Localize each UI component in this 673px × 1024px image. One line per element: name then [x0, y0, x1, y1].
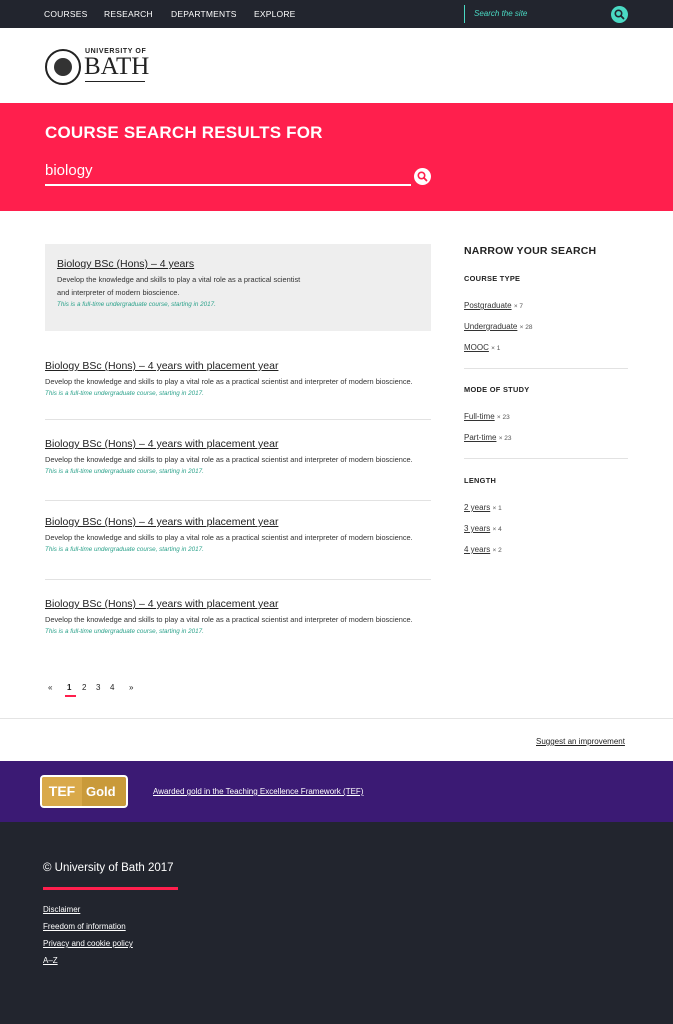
- page-title: COURSE SEARCH RESULTS FOR: [45, 123, 323, 142]
- facet-count: × 1: [492, 505, 502, 512]
- facet-count: × 2: [492, 547, 502, 554]
- result-item: [45, 360, 431, 420]
- facet-link[interactable]: Part-time: [464, 433, 497, 442]
- course-search-input[interactable]: biology: [45, 162, 93, 179]
- result-item: [45, 244, 431, 331]
- site-search-button[interactable]: [611, 6, 628, 23]
- site-search-input[interactable]: Search the site: [474, 9, 528, 18]
- result-item: [45, 516, 431, 580]
- footer-link-a-z[interactable]: A–Z: [43, 956, 58, 965]
- result-title-link[interactable]: Biology BSc (Hons) – 4 years: [57, 258, 195, 270]
- search-input-underline: [45, 184, 411, 186]
- pagination-page[interactable]: 4: [110, 683, 115, 692]
- sidebar-heading: NARROW YOUR SEARCH: [464, 245, 597, 257]
- result-item: [45, 598, 431, 648]
- result-description: Develop the knowledge and skills to play a vital role as a practical scientist and interpreter of modern bioscience.: [45, 377, 413, 386]
- university-logo[interactable]: [45, 48, 150, 86]
- result-divider: [45, 579, 431, 580]
- pagination-page[interactable]: 3: [96, 683, 101, 692]
- facet-count: × 4: [492, 526, 502, 533]
- result-meta: This is a full-time undergraduate course, starting in 2017.: [45, 468, 204, 475]
- facet-postgraduate: [464, 301, 523, 310]
- result-title-link[interactable]: Biology BSc (Hons) – 4 years with placement year: [45, 360, 279, 372]
- course-search-button[interactable]: [414, 168, 431, 185]
- result-description: Develop the knowledge and skills to play a vital role as a practical scientist and interpreter of modern bioscience.: [45, 533, 413, 542]
- facet-group-heading: COURSE TYPE: [464, 274, 521, 283]
- result-meta: This is a full-time undergraduate course, starting in 2017.: [57, 301, 216, 308]
- pagination-prev[interactable]: «: [48, 683, 53, 692]
- crest-icon: [45, 49, 81, 85]
- footer-link-disclaimer[interactable]: Disclaimer: [43, 905, 81, 914]
- pagination-next[interactable]: »: [129, 683, 134, 692]
- facet-count: × 7: [513, 303, 524, 310]
- content-divider: [0, 718, 673, 719]
- facet-link[interactable]: MOOC: [464, 343, 489, 352]
- facet-mooc: [464, 343, 500, 352]
- facet-count: × 1: [491, 345, 501, 352]
- logo-line-1: UNIVERSITY OF: [85, 48, 147, 55]
- sidebar-divider: [464, 458, 628, 459]
- current-page-indicator: [65, 695, 76, 697]
- footer-link-foi[interactable]: Freedom of information: [43, 922, 126, 931]
- result-divider: [45, 419, 431, 420]
- footer: [0, 822, 673, 1024]
- facet-link[interactable]: 3 years: [464, 524, 491, 533]
- facet-link[interactable]: 4 years: [464, 545, 491, 554]
- result-description: Develop the knowledge and skills to play a vital role as a practical scientist and interpreter of modern bioscience.: [57, 275, 301, 297]
- logo-underline: [85, 81, 145, 82]
- suggest-improvement-link[interactable]: Suggest an improvement: [536, 737, 625, 746]
- search-icon: [414, 168, 431, 185]
- facet-3-years: [464, 524, 502, 533]
- result-title-link[interactable]: Biology BSc (Hons) – 4 years with placement year: [45, 438, 279, 450]
- facet-link[interactable]: Undergraduate: [464, 322, 518, 331]
- tef-badge-label: TEF: [42, 777, 82, 806]
- result-item: [45, 438, 431, 501]
- nav-departments[interactable]: DEPARTMENTS: [171, 9, 237, 19]
- facet-2-years: [464, 503, 502, 512]
- facet-link[interactable]: Full-time: [464, 412, 495, 421]
- facet-undergraduate: [464, 322, 532, 331]
- logo-line-2: BATH: [84, 53, 150, 80]
- result-description: Develop the knowledge and skills to play a vital role as a practical scientist and interpreter of modern bioscience.: [45, 615, 413, 624]
- result-meta: This is a full-time undergraduate course, starting in 2017.: [45, 628, 204, 635]
- search-hero: [0, 103, 673, 211]
- logo-band: [0, 28, 673, 103]
- facet-group-heading: LENGTH: [464, 476, 497, 485]
- sidebar-divider: [464, 368, 628, 369]
- nav-explore[interactable]: EXPLORE: [254, 9, 296, 19]
- footer-accent-bar: [43, 887, 178, 890]
- result-meta: This is a full-time undergraduate course, starting in 2017.: [45, 390, 204, 397]
- facet-count: × 23: [498, 435, 512, 442]
- facet-full-time: [464, 412, 510, 421]
- facet-part-time: [464, 433, 512, 442]
- result-title-link[interactable]: Biology BSc (Hons) – 4 years with placement year: [45, 516, 279, 528]
- copyright: © University of Bath 2017: [43, 862, 174, 874]
- pagination-page[interactable]: 2: [82, 683, 87, 692]
- result-meta: This is a full-time undergraduate course, starting in 2017.: [45, 546, 204, 553]
- result-title-link[interactable]: Biology BSc (Hons) – 4 years with placement year: [45, 598, 279, 610]
- tef-gold-badge[interactable]: [40, 775, 128, 808]
- pagination-page-current[interactable]: 1: [67, 683, 72, 692]
- tef-badge-gold: Gold: [86, 784, 116, 799]
- facet-4-years: [464, 545, 502, 554]
- facet-link[interactable]: 2 years: [464, 503, 491, 512]
- facet-group-heading: MODE OF STUDY: [464, 385, 530, 394]
- search-caret: [464, 5, 465, 23]
- facet-count: × 28: [519, 324, 533, 331]
- footer-link-privacy[interactable]: Privacy and cookie policy: [43, 939, 133, 948]
- result-divider: [45, 500, 431, 501]
- facet-count: × 23: [496, 414, 510, 421]
- search-icon: [611, 6, 628, 23]
- tef-link[interactable]: Awarded gold in the Teaching Excellence Framework (TEF): [153, 787, 364, 796]
- nav-courses[interactable]: COURSES: [44, 9, 88, 19]
- result-description: Develop the knowledge and skills to play a vital role as a practical scientist and interpreter of modern bioscience.: [45, 455, 413, 464]
- nav-research[interactable]: RESEARCH: [104, 9, 153, 19]
- facet-link[interactable]: Postgraduate: [464, 301, 512, 310]
- top-navigation: [0, 0, 673, 28]
